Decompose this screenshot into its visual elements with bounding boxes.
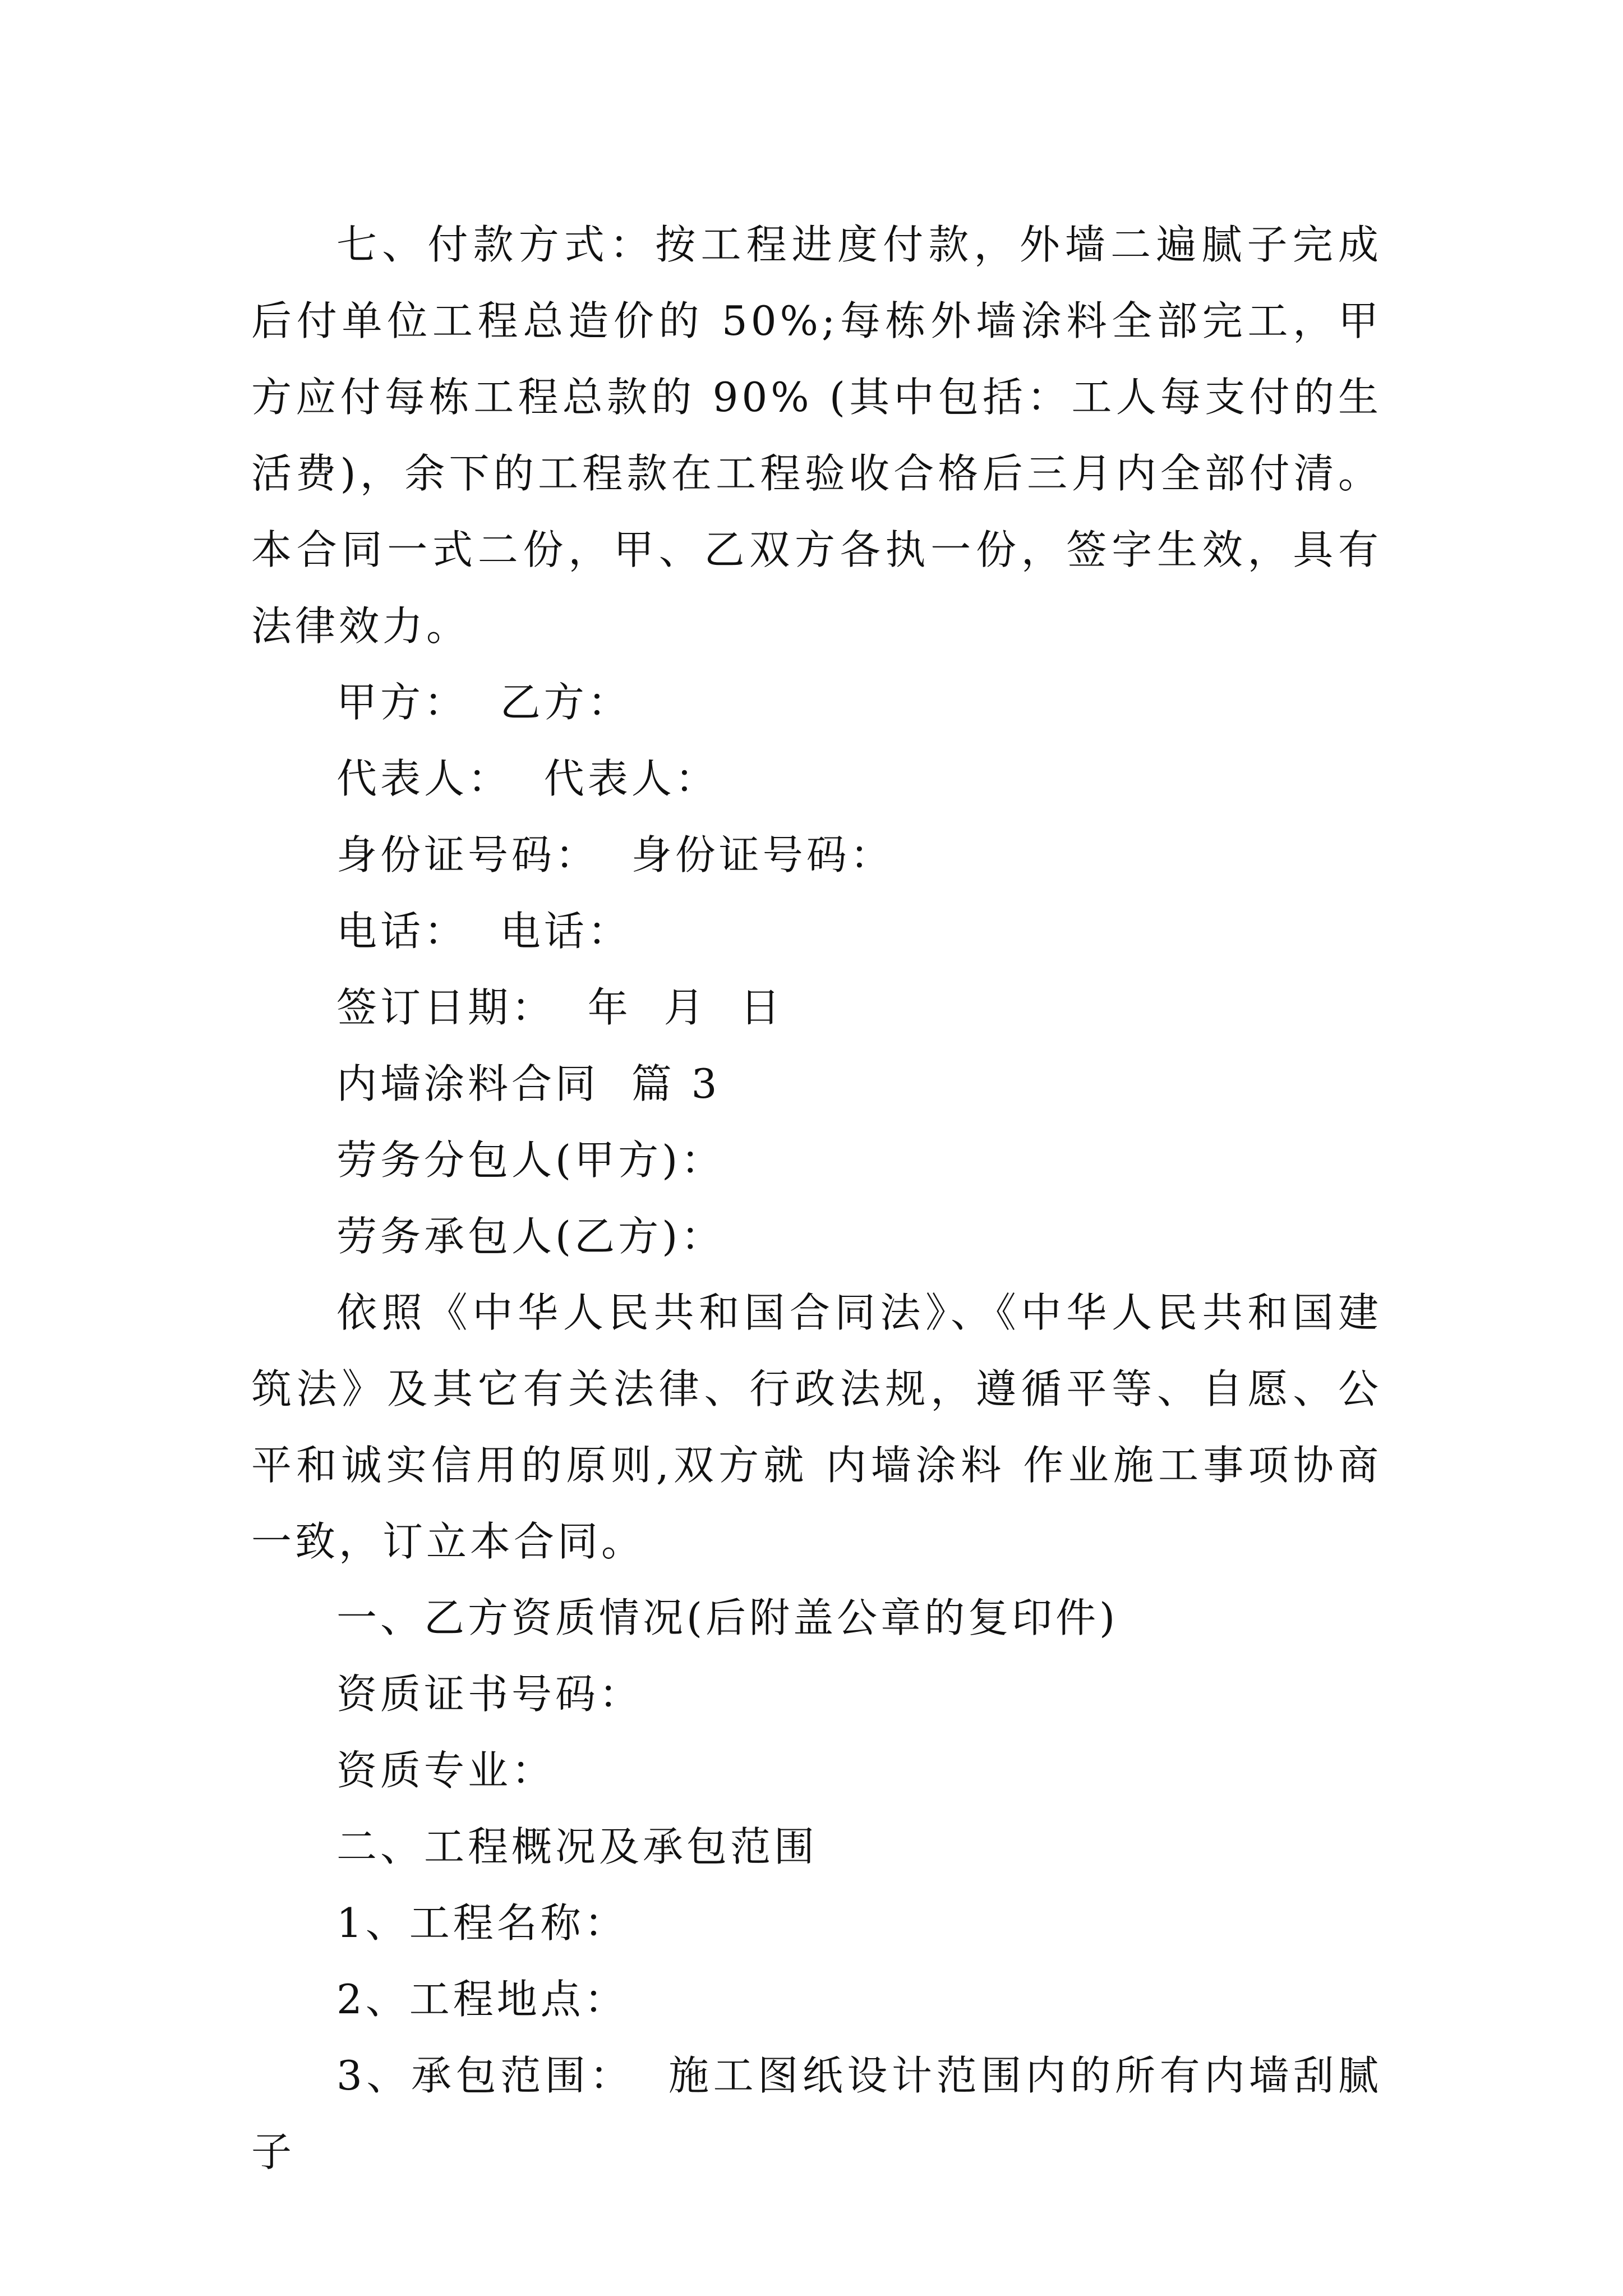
qualification-major-line: 资质专业：: [336, 1747, 556, 1794]
project-name-line: 1、工程名称：: [336, 1899, 628, 1947]
payment-terms-paragraph: 七、付款方式：按工程进度付款，外墙二遍腻子完成后付单位工程总造价的 50%;每栋外墙涂料全部完工，甲方应付每栋工程总款的 90% (其中包括：工人每支付的生活费)，余下的工程款在工程验收合格后三月内全部付清。 本合同一式二份，甲、乙双方各执一份，签字生效，具有法律效力。: [251, 221, 1398, 650]
sign-date-line: 签订日期： 年 月 日: [336, 984, 784, 1031]
document-body: [251, 206, 1398, 2190]
representative-line: 代表人： 代表人：: [336, 755, 719, 802]
phone-line: 电话： 电话：: [336, 908, 631, 955]
section-title: 内墙涂料合同 篇 3: [336, 1060, 721, 1107]
certificate-number-line: 资质证书号码：: [336, 1671, 643, 1718]
legal-basis-paragraph: 依照《中华人民共和国合同法》、《中华人民共和国建筑法》及其它有关法律、行政法规，遵循平等、自愿、公平和诚实信用的原则,双方就 内墙涂料 作业施工事项协商一致，订立本合同。: [251, 1289, 1382, 1565]
clause-heading-project-overview: 二、工程概况及承包范围: [336, 1823, 818, 1870]
subcontractor-party-a: 劳务分包人(甲方)：: [336, 1137, 725, 1184]
contractor-party-b: 劳务承包人(乙方)：: [336, 1213, 725, 1260]
project-location-line: 2、工程地点：: [336, 1976, 628, 2023]
contract-scope-line: 3、承包范围： 施工图纸设计范围内的所有内墙刮腻子: [251, 2052, 1382, 2175]
id-number-line: 身份证号码： 身份证号码：: [336, 831, 894, 878]
party-line: 甲方： 乙方：: [336, 679, 631, 726]
clause-heading-qualification: 一、乙方资质情况(后附盖公章的复印件): [336, 1594, 1119, 1641]
